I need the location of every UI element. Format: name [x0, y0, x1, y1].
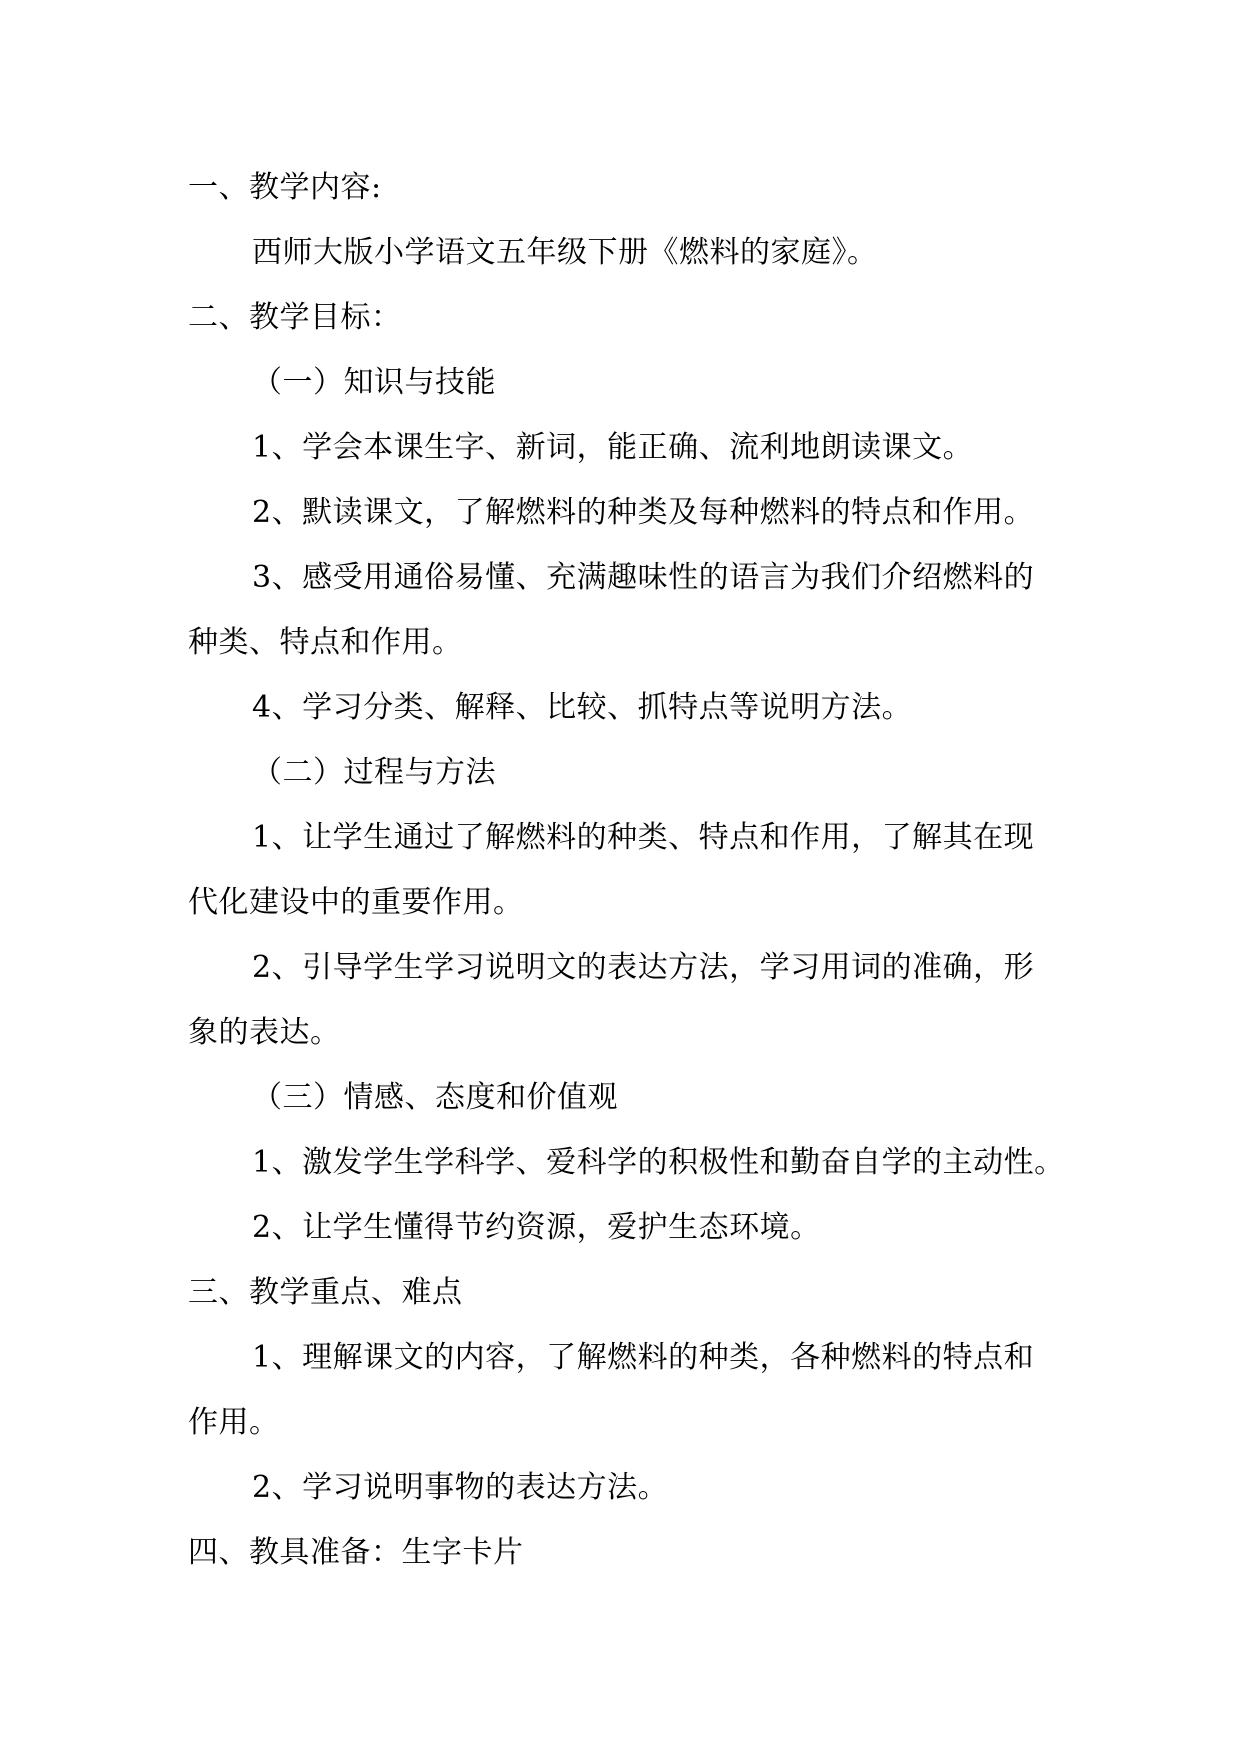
section-heading-materials: 四、教具准备：生字卡片: [188, 1535, 524, 1570]
list-item: 1、激发学生学科学、爱科学的积极性和勤奋自学的主动性。: [252, 1145, 1065, 1180]
list-item: 2、默读课文，了解燃料的种类及每种燃料的特点和作用。: [252, 495, 1035, 530]
list-item: 2、让学生懂得节约资源，爱护生态环境。: [252, 1210, 821, 1245]
list-item-continuation: 种类、特点和作用。: [188, 625, 463, 660]
subsection-heading: （三）情感、态度和价值观: [252, 1080, 618, 1115]
list-item: 2、引导学生学习说明文的表达方法，学习用词的准确，形: [252, 950, 1035, 985]
subsection-heading: （二）过程与方法: [252, 755, 496, 790]
list-item: 2、学习说明事物的表达方法。: [252, 1470, 669, 1505]
list-item: 1、理解课文的内容，了解燃料的种类，各种燃料的特点和: [252, 1340, 1035, 1375]
document-body: [188, 155, 1065, 1585]
list-item-continuation: 象的表达。: [188, 1015, 341, 1050]
list-item: 1、学会本课生字、新词，能正确、流利地朗读课文。: [252, 430, 974, 465]
section-heading-objectives: 二、教学目标：: [188, 300, 402, 335]
list-item-continuation: 代化建设中的重要作用。: [188, 885, 524, 920]
list-item: 1、让学生通过了解燃料的种类、特点和作用，了解其在现: [252, 820, 1035, 855]
paragraph: 西师大版小学语文五年级下册《燃料的家庭》。: [252, 235, 878, 270]
list-item-continuation: 作用。: [188, 1405, 280, 1440]
list-item: 3、感受用通俗易懂、充满趣味性的语言为我们介绍燃料的: [252, 560, 1035, 595]
list-item: 4、学习分类、解释、比较、抓特点等说明方法。: [252, 690, 913, 725]
subsection-heading: （一）知识与技能: [252, 365, 496, 400]
section-heading-key-points: 三、教学重点、难点: [188, 1275, 463, 1310]
section-heading-content: 一、教学内容:: [188, 170, 382, 205]
